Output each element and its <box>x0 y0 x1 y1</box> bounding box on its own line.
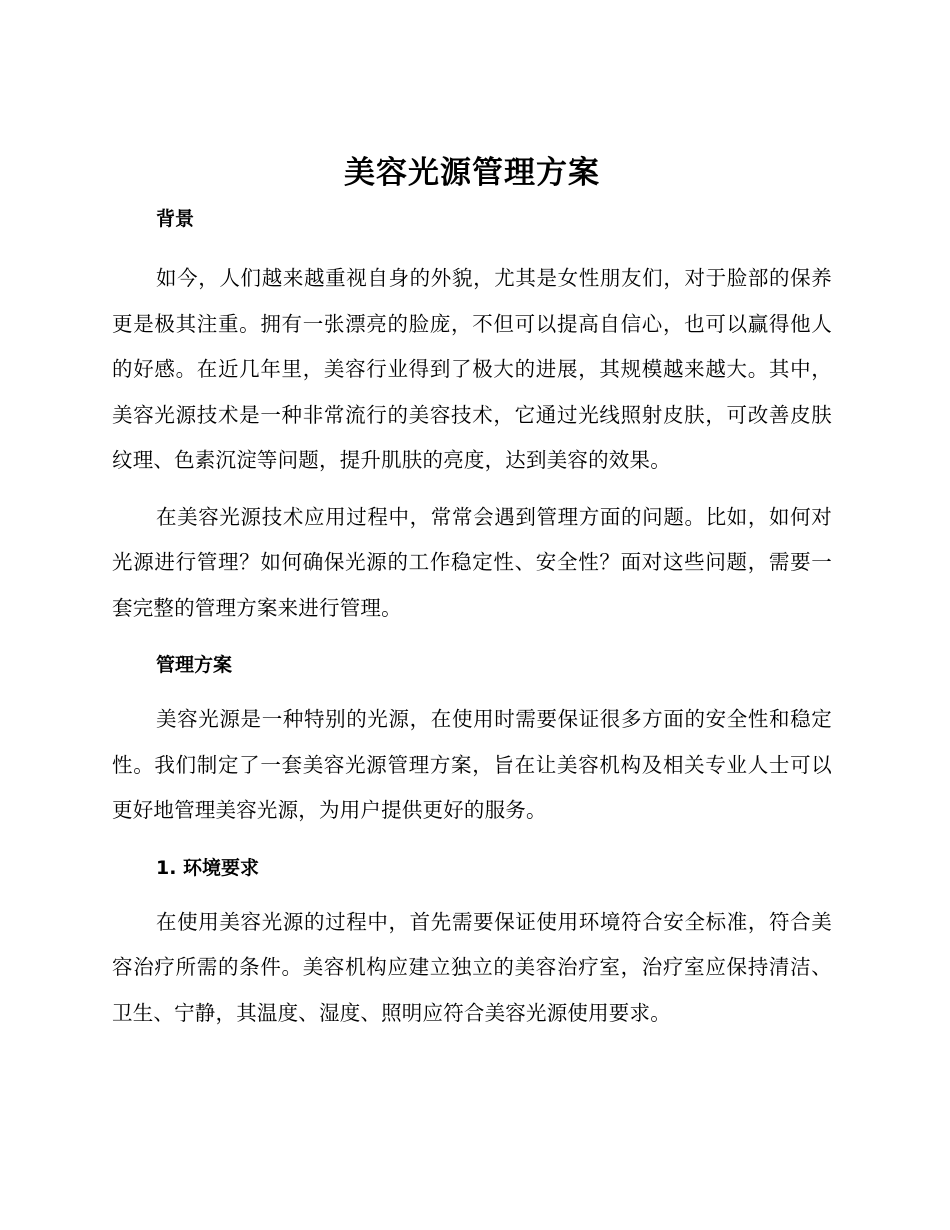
section-heading-environment-requirements: 1. 环境要求 <box>156 856 260 879</box>
document-page <box>112 150 832 1036</box>
section-heading-management-plan: 管理方案 <box>156 654 233 676</box>
section-heading-background: 背景 <box>156 208 195 230</box>
background-paragraph-1: 如今，人们越来越重视自身的外貌，尤其是女性朋友们，对于脸部的保养更是极其注重。拥有一张漂亮的脸庞，不但可以提高自信心，也可以赢得他人的好感。在近几年里，美容行业得到了极大的进展，其规模越来越大。其中，美容光源技术是一种非常流行的美容技术，它通过光线照射皮肤，可改善皮肤纹理、色素沉淀等问题，提升肌肤的亮度，达到美容的效果。 <box>112 266 832 472</box>
management-plan-paragraph: 美容光源是一种特别的光源，在使用时需要保证很多方面的安全性和稳定性。我们制定了一套美容光源管理方案，旨在让美容机构及相关专业人士可以更好地管理美容光源，为用户提供更好的服务。 <box>112 707 832 822</box>
background-paragraph-2: 在美容光源技术应用过程中，常常会遇到管理方面的问题。比如，如何对光源进行管理？如何确保光源的工作稳定性、安全性？面对这些问题，需要一套完整的管理方案来进行管理。 <box>112 504 832 620</box>
document-title: 美容光源管理方案 <box>344 155 600 191</box>
environment-requirements-paragraph: 在使用美容光源的过程中，首先需要保证使用环境符合安全标准，符合美容治疗所需的条件。美容机构应建立独立的美容治疗室，治疗室应保持清洁、卫生、宁静，其温度、湿度、照明应符合美容光源使用要求。 <box>112 909 832 1025</box>
